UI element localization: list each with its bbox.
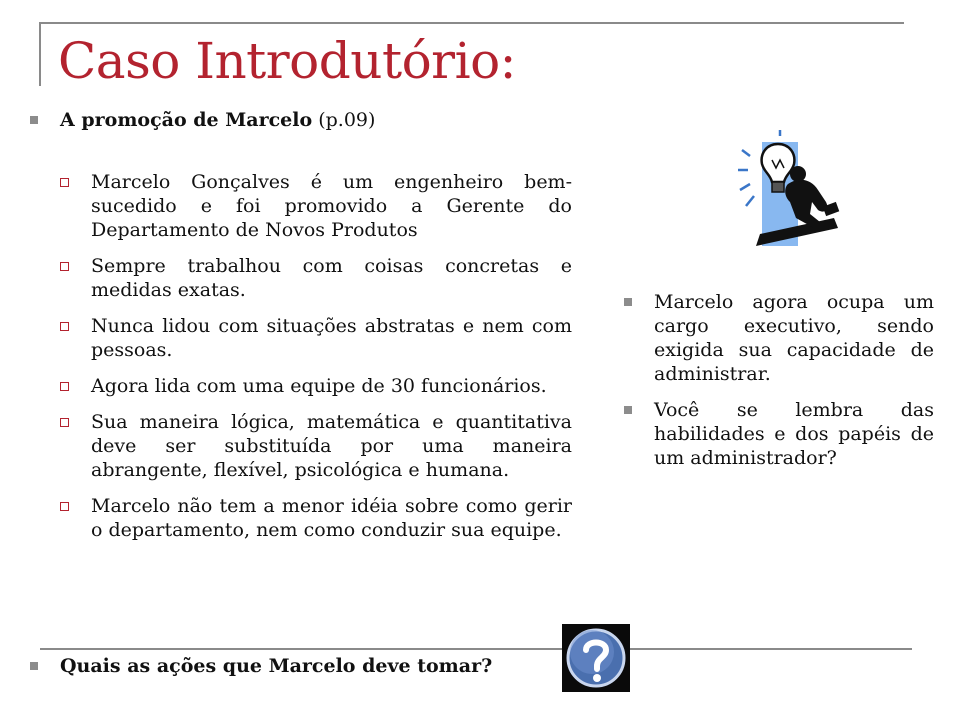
frame-top-line	[40, 22, 904, 24]
square-bullet-icon	[30, 662, 38, 670]
frame-left-line	[39, 22, 41, 86]
list-item: Você se lembra das habilidades e dos papéis de um administrador?	[624, 398, 934, 470]
subitem-list	[60, 170, 572, 554]
slide-title: Caso Introdutório:	[58, 32, 517, 90]
square-bullet-icon	[624, 298, 632, 306]
frame-bottom-line	[40, 648, 912, 650]
hollow-square-bullet-icon	[60, 502, 69, 511]
square-bullet-icon	[624, 406, 632, 414]
question-bullet	[30, 654, 550, 678]
list-item: Marcelo agora ocupa um cargo executivo, sendo exigida sua capacidade de administrar.	[624, 290, 934, 386]
list-item: Agora lida com uma equipe de 30 funcionários.	[60, 374, 572, 398]
hollow-square-bullet-icon	[60, 262, 69, 271]
list-item: Sempre trabalhou com coisas concretas e medidas exatas.	[60, 254, 572, 302]
list-item: Marcelo não tem a menor idéia sobre como gerir o departamento, nem como conduzir sua equipe.	[60, 494, 572, 542]
list-item: Sua maneira lógica, matemática e quantitativa deve ser substituída por uma maneira abrangente, flexível, psicológica e humana.	[60, 410, 572, 482]
right-list	[624, 290, 934, 482]
lightbulb-man-icon	[726, 130, 846, 250]
list-item: Nunca lidou com situações abstratas e nem com pessoas.	[60, 314, 572, 362]
list-item: Marcelo Gonçalves é um engenheiro bem-sucedido e foi promovido a Gerente do Departamento de Novos Produtos	[60, 170, 572, 242]
hollow-square-bullet-icon	[60, 418, 69, 427]
question-mark-icon	[562, 624, 630, 692]
square-bullet-icon	[30, 116, 38, 124]
hollow-square-bullet-icon	[60, 322, 69, 331]
hollow-square-bullet-icon	[60, 178, 69, 187]
heading-ref: (p.09)	[318, 109, 376, 131]
question-text: Quais as ações que Marcelo deve tomar?	[60, 655, 493, 677]
heading-bullet	[30, 108, 510, 132]
hollow-square-bullet-icon	[60, 382, 69, 391]
heading-bold: A promoção de Marcelo	[60, 109, 313, 131]
